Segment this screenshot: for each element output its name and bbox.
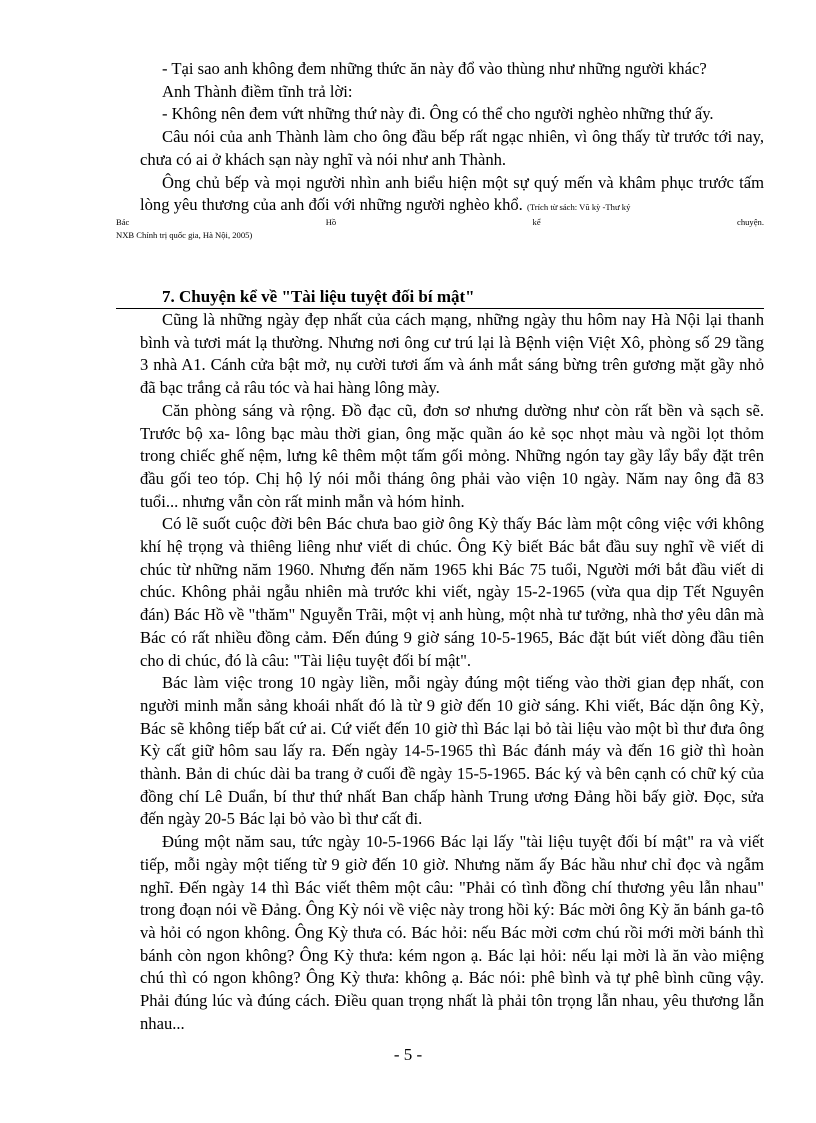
citation-end: NXB Chính trị quốc gia, Hà Nội, 2005) xyxy=(116,229,253,240)
reaction-paragraph: Câu nói của anh Thành làm cho ông đầu bếp rất ngạc nhiên, vì ông thấy từ trước tới nay, chưa có ai ở khách sạn này nghĩ và nói như anh Thành. xyxy=(140,127,764,169)
question-line: - Tại sao anh không đem những thức ăn này đổ vào thùng như những người khác? xyxy=(162,59,707,78)
paragraph-4: Bác làm việc trong 10 ngày liền, mỗi ngày đúng một tiếng vào thời gian đẹp nhất, con người minh mẫn sảng khoái nhất đó là từ 9 giờ đến 10 giờ sáng. Khi viết, Bác dặn ông Kỳ, Bác sẽ không tiếp bất cứ ai. Cứ viết đến 10 giờ thì Bác lại bỏ tài liệu vào một bì thư đưa ông Kỳ cất giữ hôm sau lấy ra. Đến ngày 14-5-1965 thì Bác đánh máy và đến 16 giờ thì hoàn thành. Bản di chúc dài ba trang ở cuối đề ngày 15-5-1965. Bác ký và bên cạnh có chữ ký của đồng chí Lê Duẩn, bí thư thứ nhất Ban chấp hành Trung ương Đảng hồi bấy giờ. Đọc, sửa đến ngày 20-5 Bác lại bỏ vào bì thư cất đi. xyxy=(140,673,764,829)
section-heading-block xyxy=(116,284,764,309)
paragraph-5: Đúng một năm sau, tức ngày 10-5-1966 Bác lại lấy "tài liệu tuyệt đối bí mật" ra và viết tiếp, mỗi ngày một tiếng từ 9 giờ đến 10 giờ. Nhưng năm ấy Bác hầu như chỉ đọc và ngẫm nghĩ. Đến ngày 14 thì Bác viết thêm một câu: "Phải có tình đồng chí thương yêu lẫn nhau" trong đoạn nói về Đảng. Ông Kỳ nói về việc này trong hồi ký: Bác mời ông Kỳ ăn bánh ga-tô và hỏi có ngon không. Ông Kỳ thưa có. Bác hỏi: nếu Bác mời cơm chú rồi mới mời bánh thì bánh còn ngon không? Ông Kỳ thưa: kém ngon ạ. Bác lại hỏi: nếu lại mời là ăn vào miệng chú thì có ngon không? Ông Kỳ thưa: không ạ. Bác nói: phê bình và tự phê bình cũng vậy. Phải đúng lúc và đúng cách. Điều quan trọng nhất là phải tôn trọng lẫn nhau, yêu thương lẫn nhau... xyxy=(140,832,764,1033)
citation-word-2: Hồ xyxy=(325,216,337,227)
citation-start: (Trích từ sách: Vũ kỳ -Thư ký xyxy=(527,202,631,213)
citation-word-3: kể xyxy=(532,216,541,227)
section-heading: 7. Chuyện kể về "Tài liệu tuyệt đối bí mật" xyxy=(162,287,475,306)
top-continuation xyxy=(116,58,764,242)
citation-word-4: chuyện. xyxy=(737,216,764,227)
reply-intro-line: Anh Thành điềm tĩnh trả lời: xyxy=(162,81,353,101)
citation-row xyxy=(116,216,764,229)
closing-paragraph xyxy=(140,172,764,217)
paragraph-3: Có lẽ suốt cuộc đời bên Bác chưa bao giờ ông Kỳ thấy Bác làm một công việc với không khí hệ trọng và thiêng liêng như viết di chúc. Ông Kỳ biết Bác bắt đầu suy nghĩ về viết di chúc từ những năm 1960. Nhưng đến năm 1965 khi Bác 75 tuổi, Người mới bắt đầu viết di chúc. Không phải ngẫu nhiên mà trước khi viết, ngày 15-2-1965 (vừa qua dịp Tết Nguyên đán) Bác Hồ về "thăm" Nguyễn Trãi, một vị anh hùng, một nhà tư tưởng, nhà thơ yêu dân mà Bác có rất nhiều đồng cảm. Đến đúng 9 giờ sáng 10-5-1965, Bác đặt bút viết dòng đầu tiên cho di chúc, đó là câu: "Tài liệu tuyệt đối bí mật". xyxy=(140,514,764,670)
closing-text: Ông chủ bếp và mọi người nhìn anh biểu hiện một sự quý mến và khâm phục trước tấm lòng yêu thương của anh đối với những người nghèo khổ. xyxy=(140,172,764,215)
page-number: - 5 - xyxy=(393,1045,423,1064)
paragraph-2: Căn phòng sáng và rộng. Đồ đạc cũ, đơn sơ nhưng dường như còn rất bền và sạch sẽ. Trước bộ xa- lông bạc màu thời gian, ông mặc quần áo kẻ sọc nhọt màu và ngồi lọt thỏm trong chiếc ghế nệm, lưng kê thêm một tấm gối mỏng. Những ngón tay gầy lẩy bẩy đặt trên đầu gối teo tóp. Chị hộ lý nói mỗi tháng ông phải vào viện 10 ngày. Năm nay ông đã 83 tuổi... nhưng vẫn còn rất minh mẫn và hóm hỉnh. xyxy=(140,400,764,511)
citation-word-1: Bác xyxy=(116,216,130,227)
paragraph-1: Cũng là những ngày đẹp nhất của cách mạng, những ngày thu hôm nay Hà Nội lại thanh bình và tươi mát lạ thường. Nhưng nơi ông cư trú lại là Bệnh viện Việt Xô, phòng số 29 tầng 3 nhà A1. Cánh cửa bật mở, nụ cười tươi ấm và ánh mắt sáng bừng trên gương mặt gầy nhỏ đã bạc trắng cả râu tóc và hai hàng lông mày. xyxy=(140,310,764,398)
reply-line: - Không nên đem vứt những thứ này đi. Ông có thể cho người nghèo những thứ ấy. xyxy=(162,104,714,124)
section-body xyxy=(140,309,764,1036)
